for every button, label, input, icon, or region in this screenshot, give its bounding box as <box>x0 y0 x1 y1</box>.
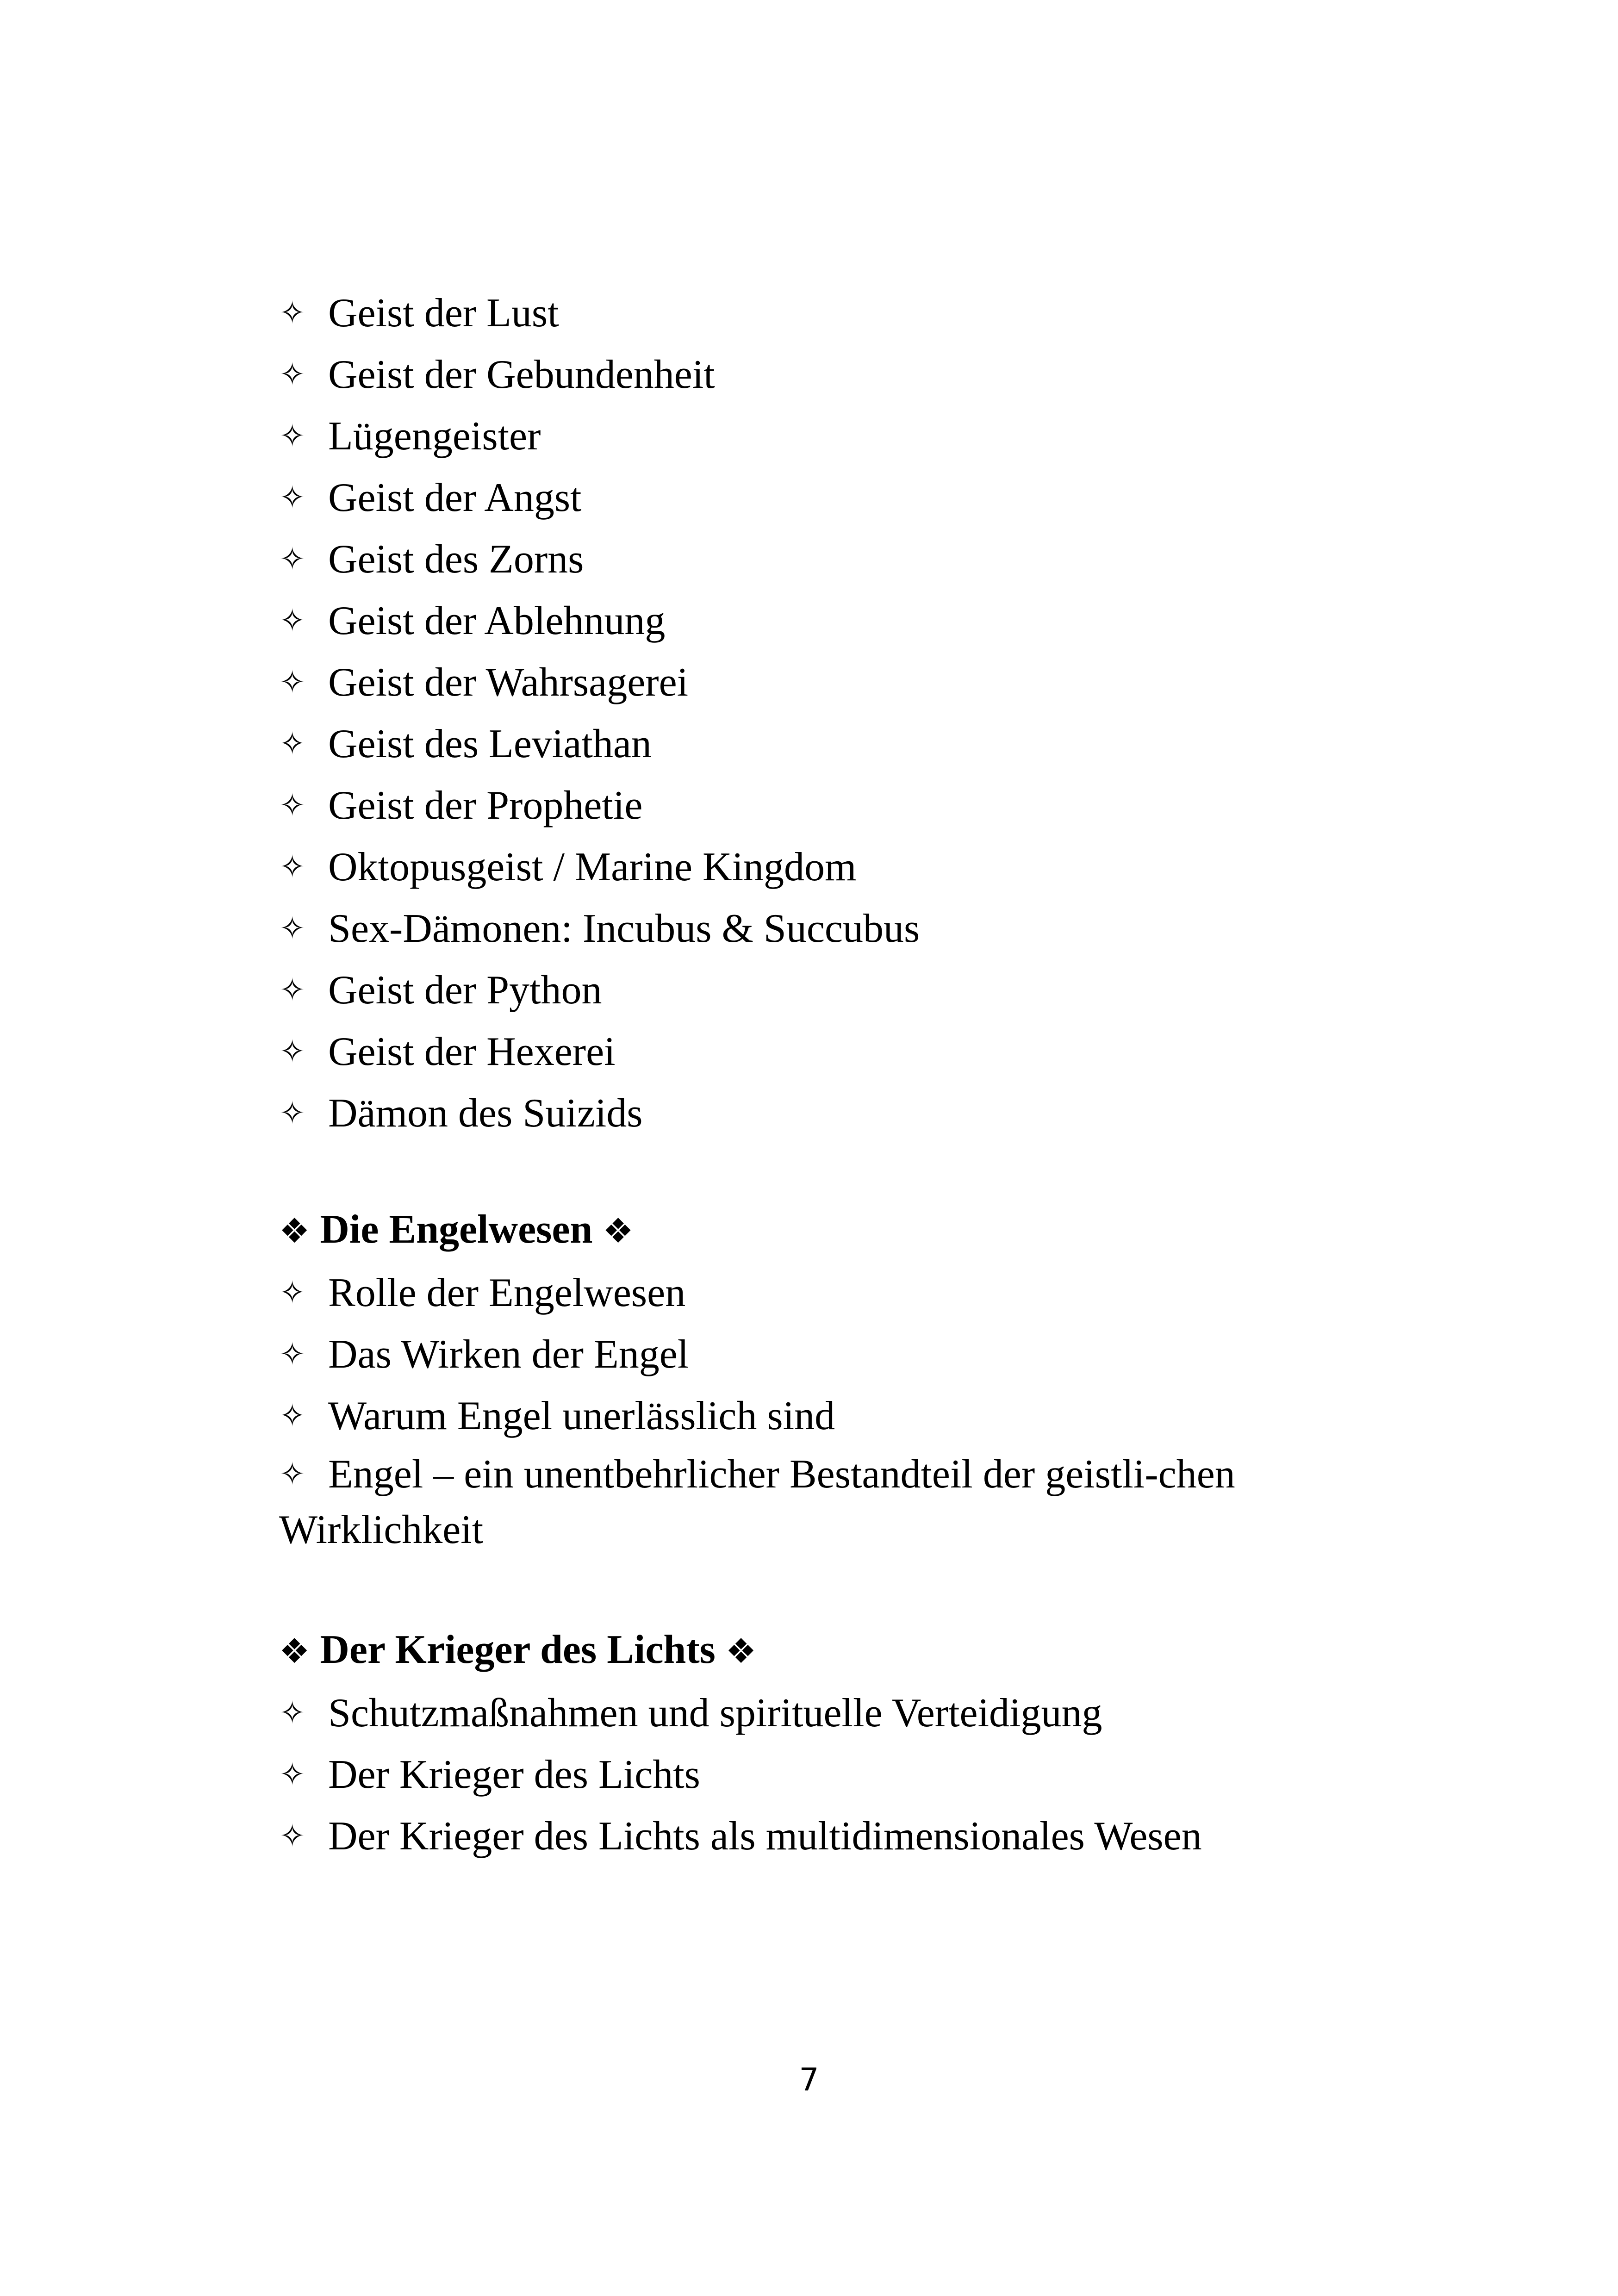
diamond-ornament-icon: ❖ <box>725 1631 757 1671</box>
star-bullet-icon: ✧ <box>279 1695 305 1731</box>
list-item <box>279 529 1344 590</box>
diamond-ornament-icon: ❖ <box>279 1631 310 1671</box>
list-item-label: Engel – ein unentbehrlicher Bestandteil der geistli-chen Wirklichkeit <box>279 1452 1235 1552</box>
star-bullet-icon: ✧ <box>279 787 305 824</box>
list-item <box>279 1805 1344 1867</box>
star-bullet-icon: ✧ <box>279 1033 305 1070</box>
section-heading-engelwesen <box>279 1199 1344 1262</box>
list-item <box>279 713 1344 775</box>
list-item <box>279 1262 1344 1324</box>
star-bullet-icon: ✧ <box>279 356 305 393</box>
diamond-ornament-icon: ❖ <box>279 1211 310 1251</box>
list-item-label: Lügengeister <box>328 414 541 459</box>
section-spacer <box>279 1144 1344 1199</box>
star-bullet-icon: ✧ <box>279 1398 305 1434</box>
list-item <box>279 898 1344 959</box>
list-item <box>279 836 1344 898</box>
star-bullet-icon: ✧ <box>279 664 305 701</box>
star-bullet-icon: ✧ <box>279 1336 305 1373</box>
section-spacer <box>279 1558 1344 1619</box>
list-item <box>279 405 1344 467</box>
list-item-label: Geist der Lust <box>328 291 559 336</box>
star-bullet-icon: ✧ <box>279 1275 305 1311</box>
list-item <box>279 775 1344 836</box>
list-item <box>279 1021 1344 1083</box>
star-bullet-icon: ✧ <box>279 418 305 454</box>
list-item <box>279 652 1344 713</box>
list-item-label: Der Krieger des Lichts <box>328 1752 700 1797</box>
list-item <box>279 1083 1344 1144</box>
star-bullet-icon: ✧ <box>279 479 305 516</box>
table-of-contents <box>279 282 1344 1867</box>
star-bullet-icon: ✧ <box>279 603 305 639</box>
list-item-label: Sex-Dämonen: Incubus & Succubus <box>328 906 920 951</box>
list-item-label: Geist der Angst <box>328 475 582 520</box>
list-item-label: Rolle der Engelwesen <box>328 1270 686 1315</box>
list-item-label: Das Wirken der Engel <box>328 1332 689 1377</box>
list-item <box>279 959 1344 1021</box>
list-item <box>279 344 1344 405</box>
section-heading-label: Der Krieger des Lichts <box>320 1627 716 1672</box>
star-bullet-icon: ✧ <box>279 295 305 331</box>
star-bullet-icon: ✧ <box>279 1095 305 1132</box>
list-item <box>279 1385 1344 1447</box>
star-bullet-icon: ✧ <box>279 849 305 885</box>
list-item <box>279 1447 1344 1558</box>
star-bullet-icon: ✧ <box>279 1818 305 1854</box>
page-number: 7 <box>799 2062 819 2098</box>
list-item-label: Geist der Gebundenheit <box>328 352 715 397</box>
list-item-label: Oktopusgeist / Marine Kingdom <box>328 845 857 890</box>
diamond-ornament-icon: ❖ <box>603 1211 634 1251</box>
section-heading-label: Die Engelwesen <box>320 1207 593 1252</box>
star-bullet-icon: ✧ <box>279 541 305 578</box>
list-item-label: Geist des Leviathan <box>328 722 652 766</box>
list-item-label: Geist der Prophetie <box>328 783 643 828</box>
star-bullet-icon: ✧ <box>279 1456 305 1493</box>
list-item-label: Dämon des Suizids <box>328 1091 643 1136</box>
star-bullet-icon: ✧ <box>279 910 305 947</box>
section-heading-krieger <box>279 1619 1344 1682</box>
list-item <box>279 282 1344 344</box>
list-item-label: Geist der Ablehnung <box>328 598 666 643</box>
list-item-label: Schutzmaßnahmen und spirituelle Verteidigung <box>328 1691 1102 1736</box>
list-item <box>279 1682 1344 1744</box>
list-item <box>279 1744 1344 1805</box>
list-item-label: Geist des Zorns <box>328 537 584 582</box>
list-item <box>279 467 1344 529</box>
list-item-label: Geist der Hexerei <box>328 1029 616 1074</box>
list-item-label: Der Krieger des Lichts als multidimensionales Wesen <box>328 1814 1202 1859</box>
star-bullet-icon: ✧ <box>279 1756 305 1793</box>
list-item <box>279 1324 1344 1385</box>
list-item <box>279 590 1344 652</box>
list-item-label: Geist der Wahrsagerei <box>328 660 689 705</box>
star-bullet-icon: ✧ <box>279 726 305 762</box>
list-item-label: Geist der Python <box>328 968 602 1013</box>
list-item-label: Warum Engel unerlässlich sind <box>328 1394 835 1438</box>
star-bullet-icon: ✧ <box>279 972 305 1008</box>
